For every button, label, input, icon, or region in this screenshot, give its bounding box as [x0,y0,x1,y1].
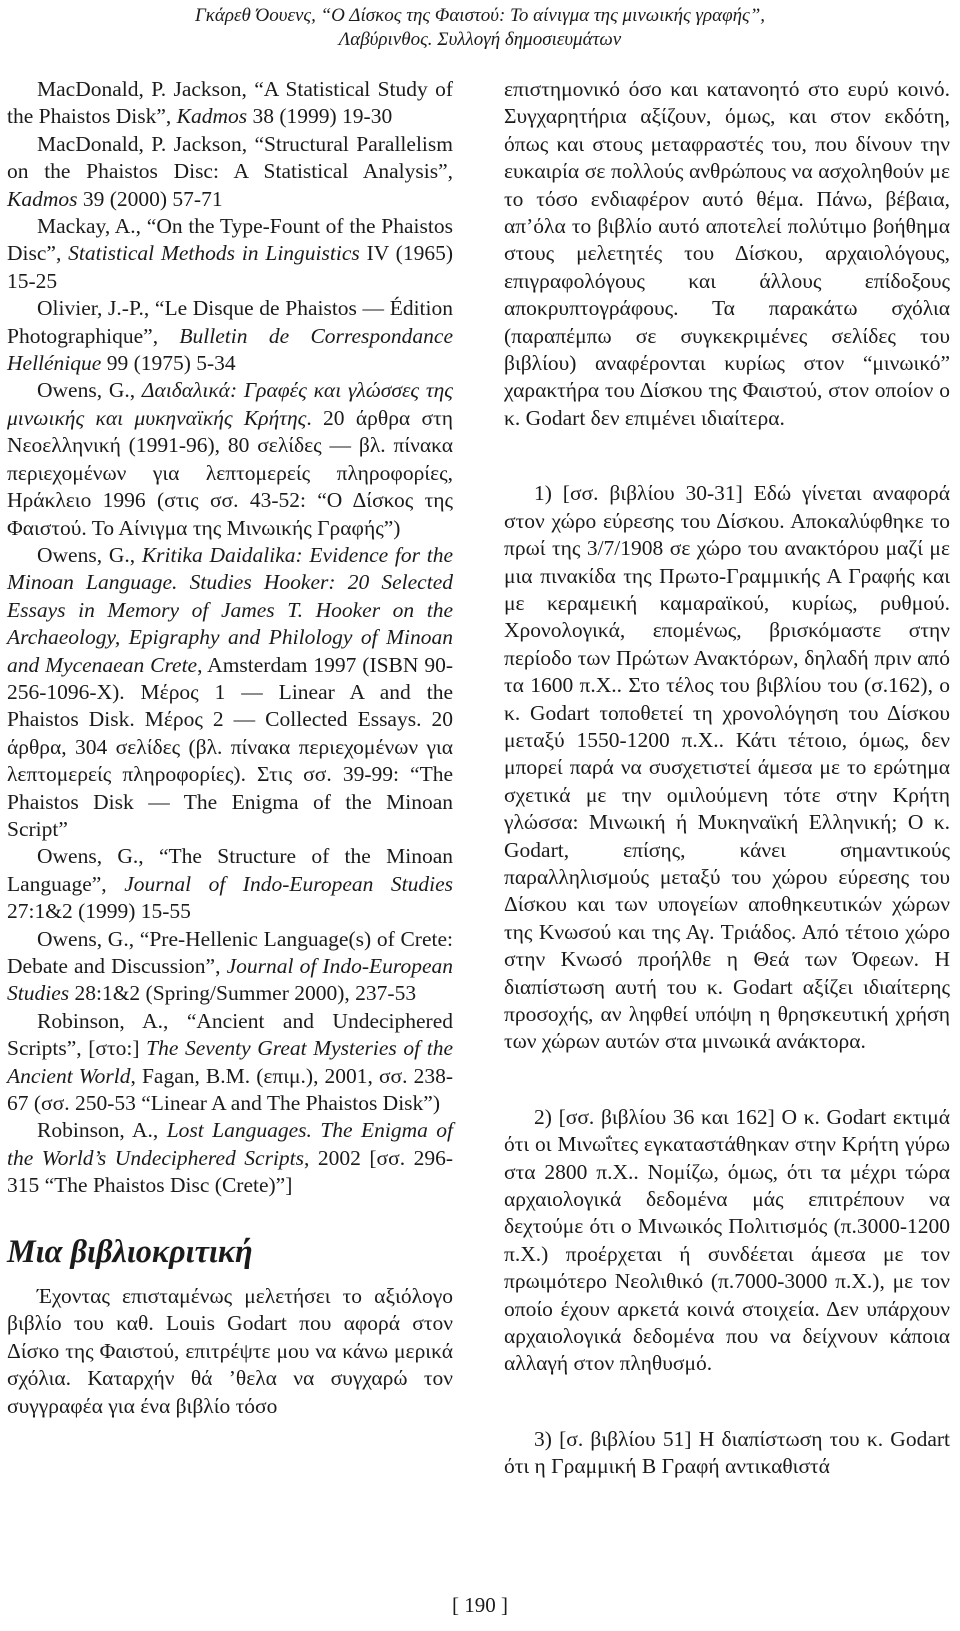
right-column [504,76,950,1481]
running-header-line-2: Λαβύρινθος. Συλλογή δημοσιευμάτων [338,29,622,50]
reference-entry: Owens, G., “Pre-Hellenic Language(s) of Crete: Debate and Discussion”, Journal of Indo-European Studies 28:1&2 (Spring/Summer 2000), 237-53 [7,926,453,1006]
review-intro-paragraph: Έχοντας επισταμένως μελετήσει το αξιόλογο βιβλίο του καθ. Louis Godart που αφορά στον Δίσκο της Φαιστού, επιτρέψτε μου να κάνω μερικά σχόλια. Καταρχήν θά ’θελα να συγχαρώ τον συγγραφέα για ένα βιβλίο τόσο [7,1284,453,1418]
comment-paragraph-3: 3) [σ. βιβλίου 51] Η διαπίστωση του κ. Godart ότι η Γραμμική Β Γραφή αντικαθιστά [504,1426,950,1479]
reference-entry: Owens, G., “The Structure of the Minoan Language”, Journal of Indo-European Studies 27:1&2 (1999) 15-55 [7,844,453,924]
left-column [7,76,453,1420]
bibliography [7,76,453,1200]
running-header [0,4,960,52]
comment-paragraph-2: 2) [σσ. βιβλίου 36 και 162] Ο κ. Godart εκτιμά ότι οι Μινωΐτες εγκαταστάθηκαν στην Κρήτη γύρω στα 2800 π.Χ.. Νομίζω, όμως, ότι τα μέχρι τώρα αρχαιολογικά δεδομένα μάς επιτρέπουν να δεχτούμε ότι ο Μινωικός Πολιτισμός (π.3000-1200 π.Χ.) προέρχεται ή συνδέεται άμεσα με τον πρωιμότερο Νεολιθικό (π.7000-3000 π.Χ.), με τον οποίο έχουν αρκετά κοινά στοιχεία. Δεν υπάρχουν αρχαιολογικά δεδομένα που να δείχνουν κάποια αλλαγή στον πληθυσμό. [504,1104,950,1376]
reference-entry: Robinson, A., “Ancient and Undeciphered Scripts”, [στο:] The Seventy Great Mysteries of the Ancient World, Fagan, B.M. (επιμ.), 2001, σσ. 238-67 (σσ. 250-53 “Linear A and The Phaistos Disk”) [7,1008,453,1116]
reference-entry: Olivier, J.-P., “Le Disque de Phaistos — Édition Photographique”, Bulletin de Correspondance Hellénique 99 (1975) 5-34 [7,296,453,376]
continued-paragraph: επιστημονικό όσο και κατανοητό στο ευρύ κοινό. Συγχαρητήρια αξίζουν, όμως, και στον εκδότη, όπως και στους μεταφραστές του, που δίνουν την ευκαιρία σε πολλούς ανθρώπους να ασχοληθούν με το τόσο ενδιαφέρον αυτό θέμα. Πάνω, βέβαια, απ’όλα το βιβλίο αυτό αποτελεί πολύτιμο βοήθημα στους μελετητές του Δίσκου, αρχαιολόγους, επιγραφολόγους και άλλους επίδοξους αποκρυπτογράφους. Τα παρακάτω σχόλια (παραπέμπω σε συγκεκριμένες σελίδες του βιβλίου) αναφέρονται κυρίως στον “μινωικό” χαρακτήρα του Δίσκου της Φαιστού, στον οποίον ο κ. Godart δεν επιμένει ιδιαίτερα. [504,77,950,430]
comment-paragraph-1: 1) [σσ. βιβλίου 30-31] Εδώ γίνεται αναφορά στον χώρο εύρεσης του Δίσκου. Αποκαλύφθηκε το πρωί της 3/7/1908 σε χώρο του ανακτόρου μαζί με μια πινακίδα της Πρωτο-Γραμμικής Α Γραφής και με κεραμεική καμαραϊκού, κυρίως, ρυθμού. Χρονολογικά, επομένως, βρισκόμαστε στην περίοδο των Πρώτων Ανακτόρων, δηλαδή πριν από τα 1600 π.Χ.. Στο τέλος του βιβλίου του (σ.162), ο κ. Godart τοποθετεί τη χρονολόγηση του Δίσκου μεταξύ 1550-1200 π.Χ.. Κάτι τέτοιο, όμως, δεν μπορεί παρά να συσχετιστεί άμεσα με το ερώτημα σχετικά με την ομιλούμενη τότε στην Κρήτη γλώσσα: Μινωική ή Μυκηναϊκή Ελληνική; Ο κ. Godart, επίσης, κάνει σημαντικούς παραλληλισμούς μεταξύ του χώρου εύρεσης του Δίσκου και των υπογείων αποθηκευτικών χώρων της Κνωσού και της Αγ. Τριάδος. Από τέτοιο χώρο στην Κνωσό προήλθε η Θεά των Όφεων. Η διαπίστωση αυτή του κ. Godart αξίζει ιδιαίτερης προσοχής, αν ληφθεί υπόψη η θρησκευτική χρήση των χώρων αυτών στα μινωικά ανάκτορα. [504,481,950,1054]
section-title: Μια βιβλιοκριτική [7,1232,253,1269]
reference-entry: MacDonald, P. Jackson, “A Statistical Study of the Phaistos Disk”, Kadmos 38 (1999) 19-30 [7,77,453,129]
reference-entry: Robinson, A., Lost Languages. The Enigma of the World’s Undeciphered Scripts, 2002 [σσ. 296-315 “The Phaistos Disc (Crete)”] [7,1118,454,1198]
page-number: [ 190 ] [452,1593,508,1617]
reference-entry: Owens, G., Δαιδαλικά: Γραφές και γλώσσες της μινωικής και μυκηναϊκής Κρήτης. 20 άρθρα στη Νεοελληνική (1991-96), 80 σελίδες — βλ. πίνακα περιεχομένων για λεπτομερείς πληροφορίες, Ηράκλειο 1996 (στις σσ. 43-52: “Ο Δίσκος της Φαιστού. Το Αίνιγμα της Μινωικής Γραφής”) [7,378,453,540]
running-header-line-1: Γκάρεθ Όουενς, “Ο Δίσκος της Φαιστού: Το αίνιγμα της μινωικής γραφής”, [194,5,766,26]
reference-entry: Mackay, A., “On the Type-Fount of the Phaistos Disc”, Statistical Methods in Linguistics IV (1965) 15-25 [7,214,453,293]
reference-entry: MacDonald, P. Jackson, “Structural Parallelism on the Phaistos Disc: A Statistical Analysis”, Kadmos 39 (2000) 57-71 [7,131,453,211]
reference-entry: Owens, G., Kritika Daidalika: Evidence for the Minoan Language. Studies Hooker: 20 Selected Essays in Memory of James T. Hooker on the Archaeology, Epigraphy and Philology of Minoan and Mycenaean Crete, Amsterdam 1997 (ISBN 90-256-1096-X). Μέρος 1 — Linear A and the Phaistos Disk. Μέρος 2 — Collected Essays. 20 άρθρα, 304 σελίδες (βλ. πίνακα περιεχομένων για λεπτομερείς πληροφορίες). Στις σσ. 39-99: “The Phaistos Disk — The Enigma of the Minoan Script” [7,542,453,841]
